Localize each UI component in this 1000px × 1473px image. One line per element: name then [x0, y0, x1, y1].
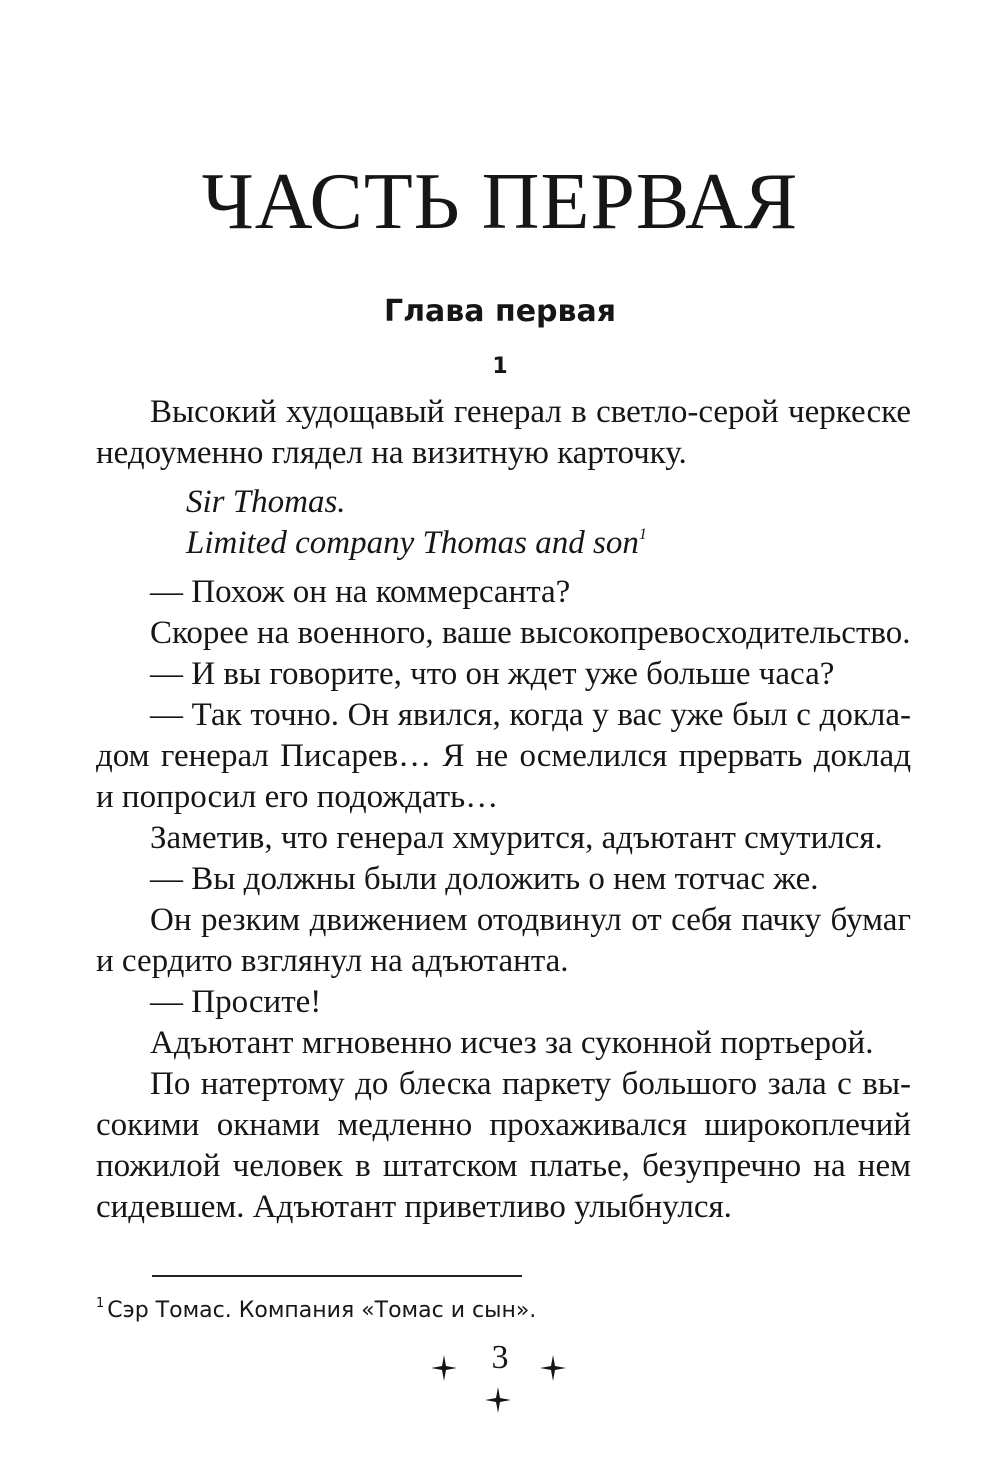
text-line: Высокий худощавый генерал в светло-серой черкеске [150, 394, 911, 430]
footnote-marker: 1 [96, 1296, 105, 1311]
text-line: Sir Thomas. [186, 484, 346, 520]
paragraph [96, 1023, 911, 1064]
footnote-divider [152, 1275, 522, 1277]
text-line: — Вы должны были доложить о нем тотчас же. [150, 861, 819, 897]
footnote-ref: 1 [638, 526, 647, 543]
text-line: Скорее на военного, ваше высокопревосходительство. [150, 615, 911, 651]
paragraph [96, 613, 911, 654]
business-card-text [96, 482, 911, 564]
text-line: Он резким движением отодвинул от себя пачку бумаг [150, 902, 911, 938]
part-title: ЧАСТЬ ПЕРВАЯ [201, 158, 799, 246]
paragraph [96, 982, 911, 1023]
footnote [96, 1288, 896, 1327]
body-text [96, 392, 911, 1228]
page-number: 3 [491, 1339, 509, 1376]
text-line: и сердито взглянул на адъютанта. [96, 943, 569, 979]
paragraph [96, 818, 911, 859]
text-line: недоуменно глядел на визитную карточку. [96, 435, 687, 471]
text-line: — Просите! [150, 984, 322, 1020]
text-line-content: Limited company Thomas and son [186, 525, 639, 561]
text-line: сидевшем. Адъютант приветливо улыбнулся. [96, 1189, 732, 1225]
paragraph [96, 392, 911, 474]
text-line: пожилой человек в штатском платье, безупречно на нем [96, 1148, 911, 1184]
text-line: — Похож он на коммерсанта? [150, 574, 571, 610]
text-line: сокими окнами медленно прохаживался широкоплечий [96, 1107, 911, 1143]
text-line: и попросил его подождать… [96, 779, 499, 815]
text-line: Заметив, что генерал хмурится, адъютант смутился. [150, 820, 883, 856]
four-point-star-icon [485, 1387, 511, 1413]
paragraph [96, 900, 911, 982]
footnote-text: Сэр Томас. Компания «Томас и сын». [107, 1298, 537, 1323]
section-number: 1 [492, 354, 508, 379]
paragraph [96, 572, 911, 613]
text-line [96, 523, 911, 564]
text-line: Адъютант мгновенно исчез за суконной портьерой. [150, 1025, 874, 1061]
text-line: дом генерал Писарев… Я не осмелился прервать доклад [96, 738, 911, 774]
paragraph [96, 695, 911, 818]
paragraph [96, 654, 911, 695]
text-line: — И вы говорите, что он ждет уже больше часа? [150, 656, 835, 692]
four-point-star-icon [431, 1355, 457, 1381]
four-point-star-icon [540, 1355, 566, 1381]
text-line: По натертому до блеска паркету большого зала с вы- [150, 1066, 911, 1102]
paragraph [96, 859, 911, 900]
paragraph [96, 1064, 911, 1228]
text-line: — Так точно. Он явился, когда у вас уже был с докла- [150, 697, 911, 733]
chapter-title: Глава первая [383, 294, 617, 329]
